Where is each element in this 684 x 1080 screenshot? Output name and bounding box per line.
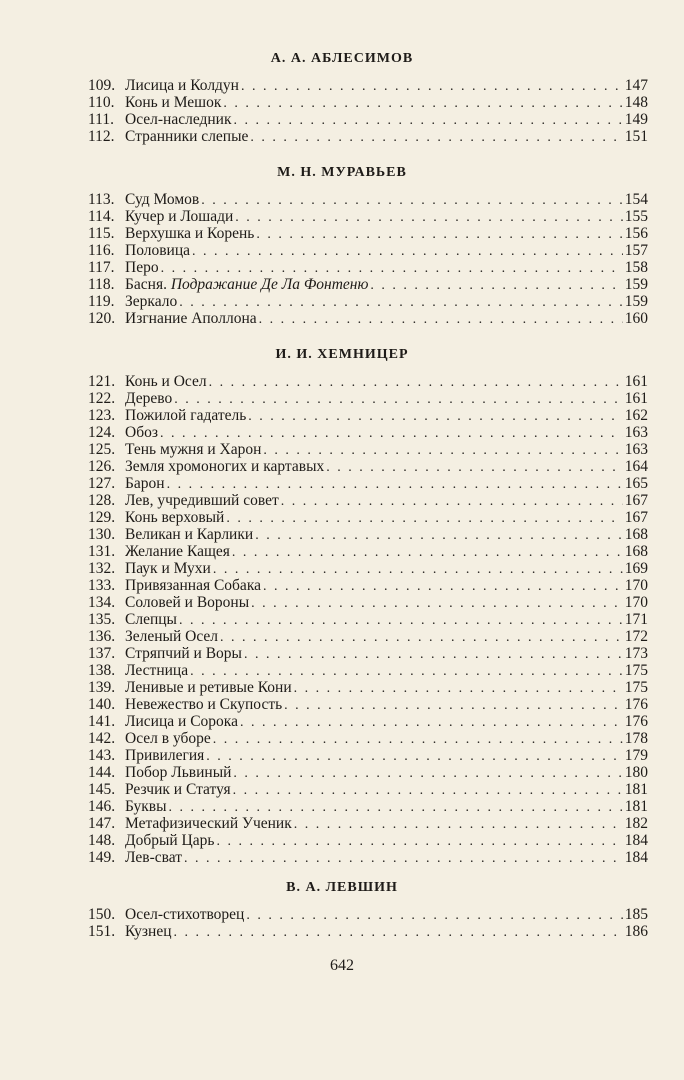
leader-dots (326, 459, 623, 476)
leader-dots (190, 663, 623, 680)
entry-page-number: 170 (624, 577, 648, 594)
entry-number: 116. (88, 242, 115, 259)
entry-number: 118. (88, 276, 115, 293)
entry-page-number: 181 (624, 781, 648, 798)
entry-page-number: 148 (624, 94, 648, 111)
entry-list (0, 373, 684, 866)
leader-dots (244, 646, 623, 663)
entry-title-text: Осел-стихотворец (125, 906, 245, 923)
toc-entry (88, 111, 648, 128)
entry-title (125, 94, 221, 111)
entry-page-number: 156 (624, 225, 648, 242)
entry-title-text: Лестница (125, 662, 189, 679)
entry-title-text: Привязанная Собака (125, 577, 261, 594)
entry-title-text: Кучер и Лошади (125, 208, 234, 225)
leader-dots (233, 782, 623, 799)
leader-dots (251, 595, 623, 612)
entry-number: 151. (88, 923, 116, 940)
leader-dots (263, 442, 622, 459)
toc-entry (88, 696, 648, 713)
leader-dots (216, 833, 622, 850)
entry-title-text: Добрый Царь (125, 832, 215, 849)
toc-section (0, 879, 684, 940)
entry-number: 148. (88, 832, 116, 849)
toc-entry (88, 509, 648, 526)
leader-dots (235, 209, 622, 226)
entry-title (125, 310, 257, 327)
leader-dots (174, 924, 623, 941)
entry-number: 120. (88, 310, 116, 327)
entry-title (125, 611, 177, 628)
entry-number: 112. (88, 128, 115, 145)
entry-number: 149. (88, 849, 116, 866)
entry-number: 145. (88, 781, 116, 798)
toc-entry (88, 492, 648, 509)
entry-title (125, 543, 230, 560)
entry-page-number: 180 (624, 764, 648, 781)
toc-entry (88, 560, 648, 577)
entry-number: 139. (88, 679, 116, 696)
entry-title-text: Перо (125, 259, 159, 276)
leader-dots (246, 907, 622, 924)
entry-title-text: Лев, учредивший совет (125, 492, 279, 509)
leader-dots (256, 226, 622, 243)
leader-dots (160, 425, 623, 442)
toc-entry (88, 373, 648, 390)
entry-title-text: Побор Львиный (125, 764, 232, 781)
entry-page-number: 182 (624, 815, 648, 832)
entry-title (125, 906, 244, 923)
entry-page-number: 161 (624, 373, 648, 390)
leader-dots (167, 476, 623, 493)
toc-entry (88, 475, 648, 492)
entry-number: 141. (88, 713, 116, 730)
entry-title (125, 764, 231, 781)
toc-entry (88, 77, 648, 94)
entry-number: 137. (88, 645, 116, 662)
toc-section (0, 50, 684, 145)
toc-entry (88, 424, 648, 441)
entry-title (125, 191, 199, 208)
entry-number: 134. (88, 594, 116, 611)
entry-number: 115. (88, 225, 115, 242)
entry-page-number: 161 (624, 390, 648, 407)
toc-entry (88, 781, 648, 798)
leader-dots (206, 748, 623, 765)
entry-page-number: 168 (624, 543, 648, 560)
entry-number: 131. (88, 543, 116, 560)
entry-title-text: Желание Кащея (125, 543, 230, 560)
toc-entry (88, 543, 648, 560)
entry-number: 122. (88, 390, 116, 407)
entry-number: 111. (88, 111, 114, 128)
entry-page-number: 169 (624, 560, 648, 577)
entry-title (125, 441, 261, 458)
entry-page-number: 160 (624, 310, 648, 327)
entry-title (125, 696, 282, 713)
entry-number: 110. (88, 94, 115, 111)
leader-dots (226, 510, 622, 527)
leader-dots (169, 799, 623, 816)
leader-dots (259, 311, 623, 328)
entry-title (125, 747, 204, 764)
entry-page-number: 147 (624, 77, 648, 94)
entry-page-number: 167 (624, 492, 648, 509)
toc-entry (88, 259, 648, 276)
entry-number: 128. (88, 492, 116, 509)
toc-entry (88, 390, 648, 407)
entry-title-text: Осел-наследник (125, 111, 232, 128)
leader-dots (223, 95, 622, 112)
entry-page-number: 185 (624, 906, 648, 923)
entry-title (125, 208, 233, 225)
toc-entry (88, 128, 648, 145)
entry-title-text: Буквы (125, 798, 167, 815)
toc-entry (88, 730, 648, 747)
entry-title-text: Барон (125, 475, 165, 492)
entry-number: 109. (88, 77, 116, 94)
entry-page-number: 175 (624, 679, 648, 696)
entry-page-number: 157 (624, 242, 648, 259)
entry-title (125, 492, 279, 509)
entry-title-text: Слепцы (125, 611, 177, 628)
entry-number: 132. (88, 560, 116, 577)
entry-page-number: 165 (624, 475, 648, 492)
leader-dots (234, 112, 623, 129)
entry-title (125, 849, 182, 866)
entry-number: 142. (88, 730, 116, 747)
toc-entry (88, 628, 648, 645)
entry-title-text: Кузнец (125, 923, 172, 940)
leader-dots (209, 374, 623, 391)
entry-title (125, 679, 292, 696)
entry-page-number: 163 (624, 441, 648, 458)
leader-dots (248, 408, 622, 425)
toc-section (0, 164, 684, 327)
entry-title (125, 832, 214, 849)
toc-entry (88, 662, 648, 679)
entry-list (0, 77, 684, 145)
toc-entry (88, 798, 648, 815)
leader-dots (174, 391, 623, 408)
leader-dots (240, 714, 623, 731)
entry-subtitle: Подражание Де Ла Фонтеню (170, 276, 369, 293)
toc-entry (88, 94, 648, 111)
entry-title (125, 645, 242, 662)
entry-title (125, 407, 246, 424)
entry-title (125, 730, 211, 747)
entry-title-text: Басня. (125, 276, 167, 293)
entry-title-text: Земля хромоногих и картавых (125, 458, 325, 475)
entry-title (125, 259, 159, 276)
leader-dots (184, 850, 623, 867)
page-number: 642 (330, 957, 354, 974)
entry-number: 133. (88, 577, 116, 594)
toc-entry (88, 526, 648, 543)
entry-number: 113. (88, 191, 115, 208)
entry-title (125, 475, 165, 492)
entry-page-number: 184 (624, 849, 648, 866)
entry-page-number: 173 (624, 645, 648, 662)
toc-entry (88, 594, 648, 611)
entry-title-text: Паук и Мухи (125, 560, 211, 577)
leader-dots (179, 294, 623, 311)
entry-page-number: 170 (624, 594, 648, 611)
entry-title-text: Тень мужня и Харон (125, 441, 262, 458)
entry-title (125, 225, 254, 242)
entry-title-text: Изгнание Аполлона (125, 310, 257, 327)
leader-dots (179, 612, 623, 629)
toc-entry (88, 441, 648, 458)
entry-page-number: 155 (624, 208, 648, 225)
entry-title-text: Верхушка и Корень (125, 225, 255, 242)
entry-page-number: 172 (624, 628, 648, 645)
entry-title (125, 923, 172, 940)
entry-page-number: 181 (624, 798, 648, 815)
entry-page-number: 151 (624, 128, 648, 145)
entry-page-number: 158 (624, 259, 648, 276)
entry-page-number: 179 (624, 747, 648, 764)
entry-title (125, 242, 190, 259)
toc-entry (88, 747, 648, 764)
entry-title-text: Зеленый Осел (125, 628, 219, 645)
entry-title (125, 424, 158, 441)
entry-title-text: Зеркало (125, 293, 178, 310)
entry-number: 135. (88, 611, 116, 628)
toc-entry (88, 679, 648, 696)
entry-page-number: 176 (624, 696, 648, 713)
toc-entry (88, 191, 648, 208)
entry-title-text: Пожилой гадатель (125, 407, 247, 424)
entry-title-text: Обоз (125, 424, 158, 441)
entry-title-text: Лисица и Колдун (125, 77, 239, 94)
leader-dots (284, 697, 623, 714)
entry-number: 125. (88, 441, 116, 458)
entry-page-number: 178 (624, 730, 648, 747)
entry-title (125, 662, 188, 679)
entry-page-number: 171 (624, 611, 648, 628)
entry-title (125, 128, 248, 145)
entry-title-text: Конь верховый (125, 509, 225, 526)
entry-title (125, 526, 253, 543)
entry-title-text: Конь и Осел (125, 373, 207, 390)
toc-entry (88, 849, 648, 866)
entry-title-text: Странники слепые (125, 128, 249, 145)
toc-entry (88, 815, 648, 832)
entry-title-text: Конь и Мешок (125, 94, 222, 111)
leader-dots (220, 629, 623, 646)
leader-dots (241, 78, 623, 95)
entry-list (0, 906, 684, 940)
entry-number: 147. (88, 815, 116, 832)
leader-dots (192, 243, 623, 260)
entry-number: 136. (88, 628, 116, 645)
entry-page-number: 168 (624, 526, 648, 543)
entry-title (125, 815, 292, 832)
toc-entry (88, 764, 648, 781)
entry-page-number: 164 (624, 458, 648, 475)
entry-number: 117. (88, 259, 115, 276)
entry-title-text: Лев-сват (125, 849, 183, 866)
entry-number: 123. (88, 407, 116, 424)
toc-entry (88, 906, 648, 923)
entry-number: 124. (88, 424, 116, 441)
leader-dots (233, 765, 622, 782)
toc-entry (88, 407, 648, 424)
entry-page-number: 186 (624, 923, 648, 940)
entry-page-number: 176 (624, 713, 648, 730)
entry-number: 138. (88, 662, 116, 679)
entry-number: 143. (88, 747, 116, 764)
entry-number: 140. (88, 696, 116, 713)
toc-entry (88, 458, 648, 475)
leader-dots (232, 544, 623, 561)
toc-entry (88, 225, 648, 242)
entry-title-text: Резчик и Статуя (125, 781, 231, 798)
entry-title (125, 276, 368, 293)
entry-page-number: 149 (624, 111, 648, 128)
toc-entry (88, 577, 648, 594)
leader-dots (201, 192, 623, 209)
entry-title (125, 713, 238, 730)
entry-title (125, 798, 167, 815)
entry-title-text: Суд Момов (125, 191, 200, 208)
entry-title (125, 111, 232, 128)
section-heading: М. Н. МУРАВЬЕВ (277, 165, 407, 180)
leader-dots (294, 680, 623, 697)
toc-entry (88, 611, 648, 628)
entry-title-text: Великан и Карлики (125, 526, 254, 543)
toc-entry (88, 832, 648, 849)
entry-number: 126. (88, 458, 116, 475)
entry-title (125, 781, 231, 798)
entry-page-number: 162 (624, 407, 648, 424)
entry-title-text: Лисица и Сорока (125, 713, 238, 730)
entry-number: 127. (88, 475, 116, 492)
entry-title-text: Соловей и Вороны (125, 594, 250, 611)
entry-list (0, 191, 684, 327)
entry-page-number: 163 (624, 424, 648, 441)
entry-page-number: 159 (624, 293, 648, 310)
entry-title (125, 77, 239, 94)
entry-title-text: Дерево (125, 390, 173, 407)
leader-dots (294, 816, 623, 833)
entry-page-number: 184 (624, 832, 648, 849)
entry-title (125, 577, 261, 594)
leader-dots (255, 527, 623, 544)
toc-entry (88, 276, 648, 293)
entry-title (125, 560, 211, 577)
entry-title-text: Привилегия (125, 747, 205, 764)
leader-dots (281, 493, 623, 510)
leader-dots (263, 578, 623, 595)
section-heading: А. А. АБЛЕСИМОВ (270, 51, 414, 66)
leader-dots (213, 731, 623, 748)
entry-title-text: Ленивые и ретивые Кони (125, 679, 292, 696)
toc-entry (88, 310, 648, 327)
toc-entry (88, 923, 648, 940)
entry-title (125, 390, 172, 407)
entry-number: 130. (88, 526, 116, 543)
entry-title (125, 509, 224, 526)
leader-dots (161, 260, 623, 277)
entry-page-number: 159 (624, 276, 648, 293)
entry-page-number: 175 (624, 662, 648, 679)
toc-entry (88, 242, 648, 259)
entry-title (125, 373, 207, 390)
entry-number: 150. (88, 906, 116, 923)
toc-entry (88, 713, 648, 730)
leader-dots (250, 129, 622, 146)
entry-number: 144. (88, 764, 116, 781)
entry-title-text: Стряпчий и Воры (125, 645, 242, 662)
entry-number: 121. (88, 373, 116, 390)
toc-section (0, 346, 684, 866)
entry-title (125, 628, 218, 645)
entry-number: 114. (88, 208, 115, 225)
section-heading: В. А. ЛЕВШИН (286, 880, 398, 895)
entry-title-text: Осел в уборе (125, 730, 211, 747)
entry-page-number: 167 (624, 509, 648, 526)
entry-title (125, 293, 177, 310)
entry-number: 119. (88, 293, 115, 310)
entry-number: 129. (88, 509, 116, 526)
leader-dots (213, 561, 623, 578)
entry-page-number: 154 (624, 191, 648, 208)
entry-title (125, 458, 324, 475)
entry-title-text: Невежество и Скупость (125, 696, 283, 713)
entry-title-text: Половица (125, 242, 191, 259)
leader-dots (370, 277, 622, 294)
toc-entry (88, 645, 648, 662)
entry-title-text: Метафизический Ученик (125, 815, 292, 832)
toc-entry (88, 208, 648, 225)
section-heading: И. И. ХЕМНИЦЕР (275, 347, 409, 362)
toc-entry (88, 293, 648, 310)
entry-title (125, 594, 249, 611)
entry-number: 146. (88, 798, 116, 815)
